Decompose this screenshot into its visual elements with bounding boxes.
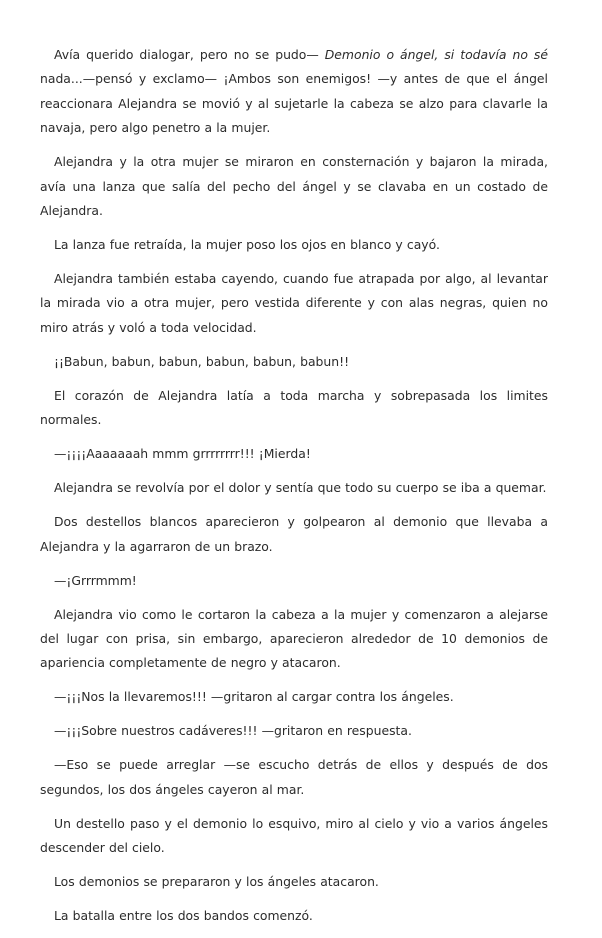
paragraph-3: La lanza fue retraída, la mujer poso los ojos en blanco y cayó. xyxy=(54,237,440,253)
paragraph-15: Un destello paso y el demonio lo esquivo, miro al cielo y vio a varios ángeles descender del cielo. xyxy=(40,815,548,856)
paragraph-5: ¡¡Babun, babun, babun, babun, babun, babun!! xyxy=(54,353,350,369)
paragraph-1 xyxy=(40,43,548,141)
paragraph-7: —¡¡¡¡Aaaaaaah mmm grrrrrrrr!!! ¡Mierda! xyxy=(54,446,311,462)
paragraph-1-text-before: Avía querido dialogar, pero no se pudo— xyxy=(54,47,325,62)
paragraph-1-italic-thought: Demonio o ángel, si todavía no sé xyxy=(324,47,548,62)
paragraph-10: —¡Grrrmmm! xyxy=(54,572,137,588)
paragraph-8: Alejandra se revolvía por el dolor y sentía que todo su cuerpo se iba a quemar. xyxy=(54,480,547,496)
paragraph-4: Alejandra también estaba cayendo, cuando fue atrapada por algo, al levantar la mirada vio a otra mujer, pero vestida diferente y con alas negras, quien no miro atrás y voló a toda velocidad. xyxy=(40,271,548,335)
paragraph-2: Alejandra y la otra mujer se miraron en consternación y bajaron la mirada, avía una lanza que salía del pecho del ángel y se clavaba en un costado de Alejandra. xyxy=(40,154,548,219)
paragraph-9: Dos destellos blancos aparecieron y golpearon al demonio que llevaba a Alejandra y la agarraron de un brazo. xyxy=(40,514,548,554)
paragraph-11: Alejandra vio como le cortaron la cabeza a la mujer y comenzaron a alejarse del lugar con prisa, sin embargo, aparecieron alrededor de 10 demonios de apariencia completamente de negro y atacaron. xyxy=(40,606,548,671)
paragraph-14: —Eso se puede arreglar —se escucho detrás de ellos y después de dos segundos, los dos ángeles cayeron al mar. xyxy=(40,757,548,797)
paragraph-12: —¡¡¡Nos la llevaremos!!! —gritaron al cargar contra los ángeles. xyxy=(54,689,454,705)
paragraph-1-text-after: nada...—pensó y exclamo— ¡Ambos son enemigos! —y antes de que el ángel reaccionara Alejandra se movió y al sujetarle la cabeza se alzo para clavarle la navaja, pero algo penetro a la mujer. xyxy=(40,71,548,136)
document-page xyxy=(40,43,548,938)
paragraph-6: El corazón de Alejandra latía a toda marcha y sobrepasada los limites normales. xyxy=(40,387,548,428)
paragraph-17: La batalla entre los dos bandos comenzó. xyxy=(54,908,313,924)
paragraph-13: —¡¡¡Sobre nuestros cadáveres!!! —gritaron en respuesta. xyxy=(54,723,412,739)
paragraph-16: Los demonios se prepararon y los ángeles atacaron. xyxy=(54,874,379,890)
